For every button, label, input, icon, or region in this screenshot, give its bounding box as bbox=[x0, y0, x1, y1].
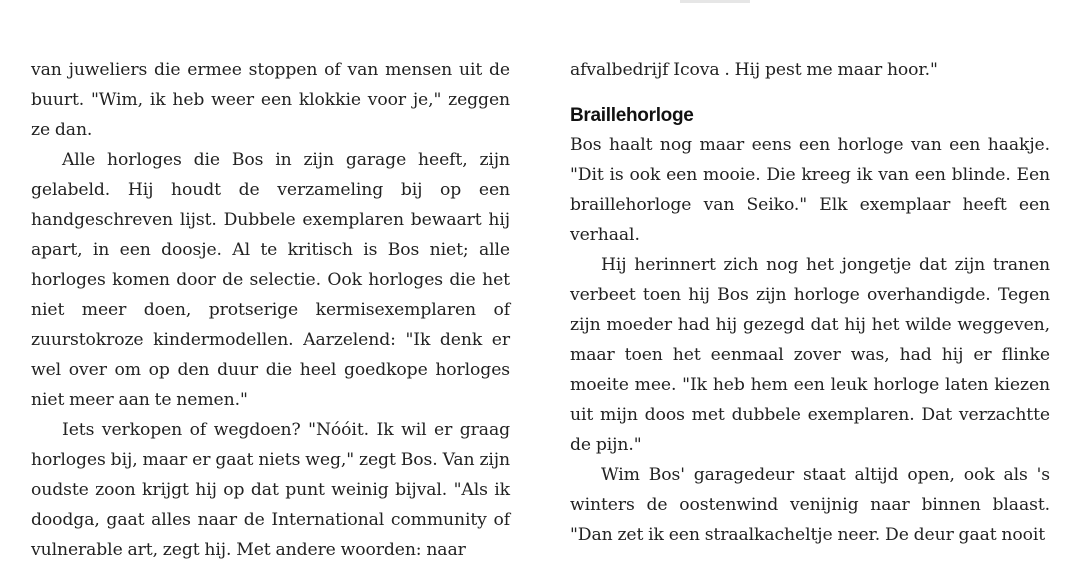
section-heading: Braillehorloge bbox=[570, 105, 694, 126]
left-paragraph-3: Iets verkopen of wegdoen? "Nóóit. Ik wil er graag horloges bij, maar er gaat niets weg," zegt Bos. Van zijn oudste zoon krijgt hij op dat punt weinig bijval. "Als ik doodga, gaat alles naar de International community of vulnerable art, zegt hij. Met andere woorden: naar bbox=[31, 420, 510, 560]
right-paragraph-1: Bos haalt nog maar eens een horloge van een haakje. "Dit is ook een mooie. Die kreeg ik van een blinde. Een braillehorloge van Seiko." Elk exemplaar heeft een verhaal. bbox=[570, 135, 1050, 245]
top-edge-mark bbox=[680, 0, 750, 3]
right-intro-line: afvalbedrijf Icova . Hij pest me maar hoor." bbox=[570, 60, 938, 80]
left-column bbox=[31, 55, 510, 565]
left-paragraph-1: van juweliers die ermee stoppen of van mensen uit de buurt. "Wim, ik heb weer een klokkie voor je," zeggen ze dan. bbox=[31, 60, 510, 140]
right-paragraph-2: Hij herinnert zich nog het jongetje dat zijn tranen verbeet toen hij Bos zijn horloge overhandigde. Tegen zijn moeder had hij gezegd dat hij het wilde weggeven, maar toen het eenmaal zover was, had hij er flinke moeite mee. "Ik heb hem een leuk horloge laten kiezen uit mijn doos met dubbele exemplaren. Dat verzachtte de pijn." bbox=[570, 255, 1050, 455]
right-paragraph-3: Wim Bos' garagedeur staat altijd open, ook als 's winters de oostenwind venijnig naar binnen blaast. "Dan zet ik een straalkacheltje neer. De deur gaat nooit bbox=[570, 465, 1050, 545]
left-paragraph-2: Alle horloges die Bos in zijn garage heeft, zijn gelabeld. Hij houdt de verzameling bij op een handgeschreven lijst. Dubbele exemplaren bewaart hij apart, in een doosje. Al te kritisch is Bos niet; alle horloges komen door de selectie. Ook horloges die het niet meer doen, protserige kermisexemplaren of zuurstokroze kindermodellen. Aarzelend: "Ik denk er wel over om op den duur die heel goedkope horloges niet meer aan te nemen." bbox=[31, 150, 510, 410]
right-column bbox=[570, 55, 1050, 550]
